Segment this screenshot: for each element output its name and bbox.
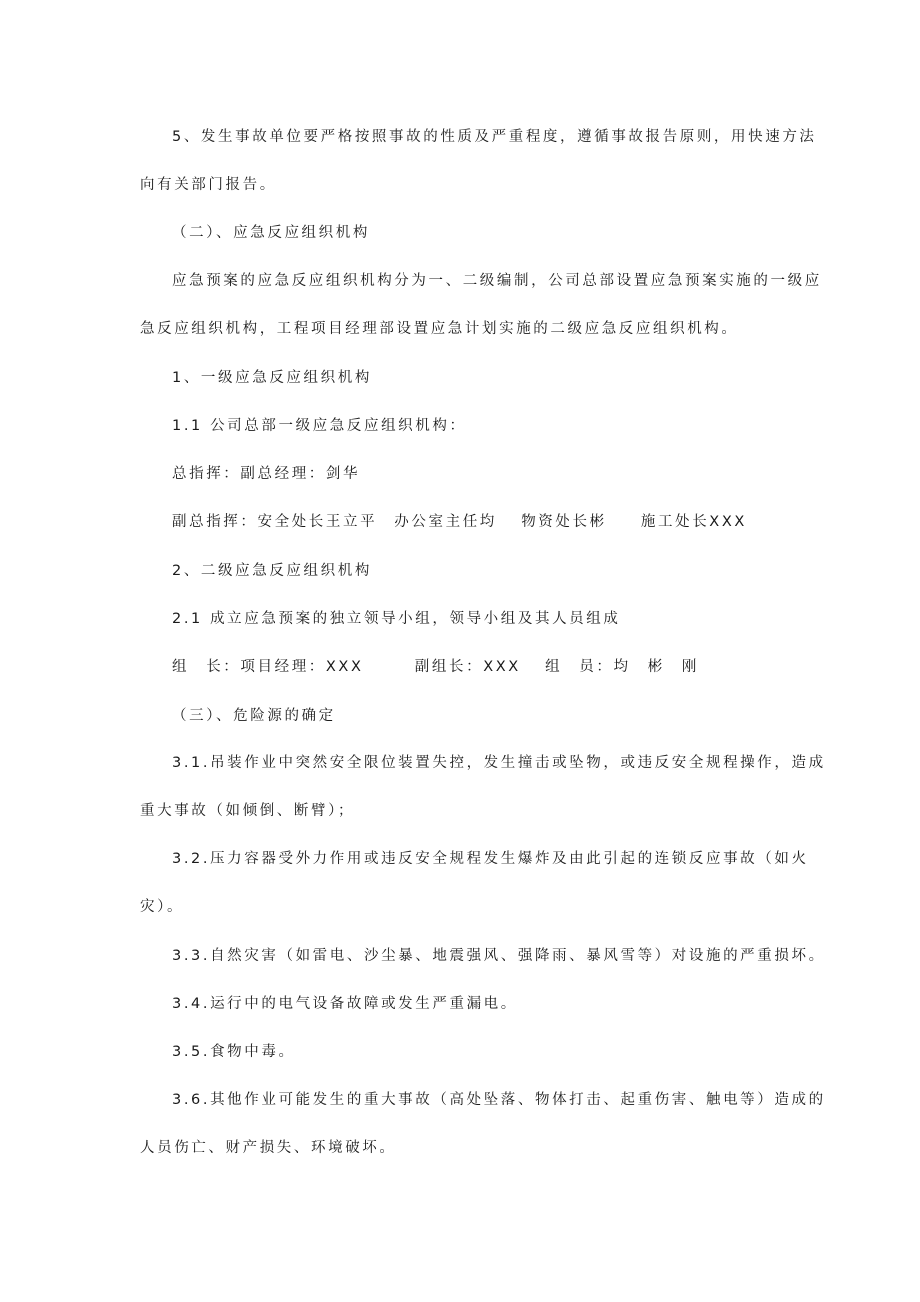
hazard-3-6-line-2: 人员伤亡、财产损失、环境破坏。	[140, 1140, 397, 1156]
paragraph-5-line-1: 5、发生事故单位要严格按照事故的性质及严重程度，遵循事故报告原则，用快速方法	[172, 129, 817, 145]
hazard-3-4: 3.4.运行中的电气设备故障或发生严重漏电。	[172, 996, 518, 1012]
org-intro-line-1: 应急预案的应急反应组织机构分为一、二级编制，公司总部设置应急预案实施的一级应	[172, 273, 822, 289]
level-1-heading: 1、一级应急反应组织机构	[172, 370, 372, 386]
level-2-subheading: 2.1 成立应急预案的独立领导小组，领导小组及其人员组成	[172, 611, 621, 627]
hazard-3-2-line-2: 灾）。	[140, 899, 185, 915]
level-1-subheading: 1.1 公司总部一级应急反应组织机构：	[172, 418, 467, 434]
section-heading-2: （二）、应急反应组织机构	[172, 225, 370, 241]
level-2-heading: 2、二级应急反应组织机构	[172, 563, 372, 579]
team-members-line: 组 长：项目经理：XXX 副组长：XXX 组 员：均 彬 刚	[172, 659, 700, 675]
hazard-3-5: 3.5.食物中毒。	[172, 1044, 296, 1060]
hazard-3-6-line-1: 3.6.其他作业可能发生的重大事故（高处坠落、物体打击、起重伤害、触电等）造成的	[172, 1092, 826, 1108]
org-intro-line-2: 急反应组织机构，工程项目经理部设置应急计划实施的二级应急反应组织机构。	[140, 321, 739, 337]
hazard-3-2-line-1: 3.2.压力容器受外力作用或违反安全规程发生爆炸及由此引起的连锁反应事故（如火	[172, 851, 809, 867]
paragraph-5-line-2: 向有关部门报告。	[140, 177, 277, 193]
deputy-commander-line: 副总指挥：安全处长王立平 办公室主任均 物资处长彬 施工处长XXX	[172, 514, 747, 530]
section-heading-3: （三）、危险源的确定	[172, 708, 336, 724]
commander-line: 总指挥：副总经理：剑华	[172, 466, 361, 482]
hazard-3-3: 3.3.自然灾害（如雷电、沙尘暴、地震强风、强降雨、暴风雪等）对设施的严重损坏。	[172, 948, 826, 964]
hazard-3-1-line-2: 重大事故（如倾倒、断臂）；	[140, 803, 356, 819]
hazard-3-1-line-1: 3.1.吊装作业中突然安全限位装置失控，发生撞击或坠物，或违反安全规程操作，造成	[172, 755, 826, 771]
